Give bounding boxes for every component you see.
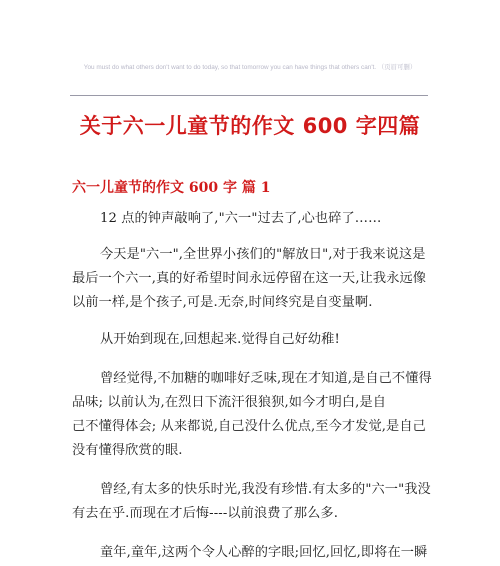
paragraph-6: [72, 541, 428, 565]
paragraph-1: [72, 207, 428, 231]
paragraph-line: 以前一样,是个孩子,可是.无奈,时间终究是自变量啊.: [72, 295, 373, 310]
paragraph-line: 12 点的钟声敲响了,"六一"过去了,心也碎了……: [100, 211, 382, 226]
header-note-text: You must do what others don't want to do today, so that tomorrow you can have things that others can't. （页眉可删）: [83, 64, 417, 71]
section-heading: 六一儿童节的作文 600 字 篇 1: [72, 180, 271, 196]
paragraph-4: [72, 367, 432, 463]
paragraph-line: 品味; 以前认为,在烈日下流汗很狼狈,如今才明白,是自: [72, 395, 387, 410]
paragraph-line: 曾经,有太多的快乐时光,我没有珍惜.有太多的"六一"我没: [100, 482, 431, 497]
paragraph-line: 从开始到现在,回想起来.觉得自己好幼稚!: [100, 332, 340, 347]
document-title: 关于六一儿童节的作文 600 字四篇: [79, 114, 421, 138]
paragraph-line: 童年,童年,这两个令人心醉的字眼;回忆,回忆,即将在一瞬: [100, 545, 428, 560]
paragraph-line: 曾经觉得,不加糖的咖啡好乏味,现在才知道,是自己不懂得: [100, 371, 432, 386]
paragraph-5: [72, 478, 431, 526]
header-divider: [70, 95, 428, 96]
paragraph-line: 有去在乎.而现在才后悔----以前浪费了那么多.: [72, 506, 338, 521]
header-note: [70, 62, 430, 73]
paragraph-2: [72, 243, 428, 315]
paragraph-line: 己不懂得体会; 从来都说,自己没什么优点,至今才发觉,是自己: [72, 419, 426, 434]
paragraph-line: 今天是"六一",全世界小孩们的"解放日",对于我来说这是: [100, 247, 426, 262]
paragraph-line: 最后一个六一,真的好希望时间永远停留在这一天,让我永远像: [72, 271, 427, 286]
paragraph-3: [72, 328, 428, 352]
paragraph-line: 没有懂得欣赏的眼.: [72, 443, 183, 458]
